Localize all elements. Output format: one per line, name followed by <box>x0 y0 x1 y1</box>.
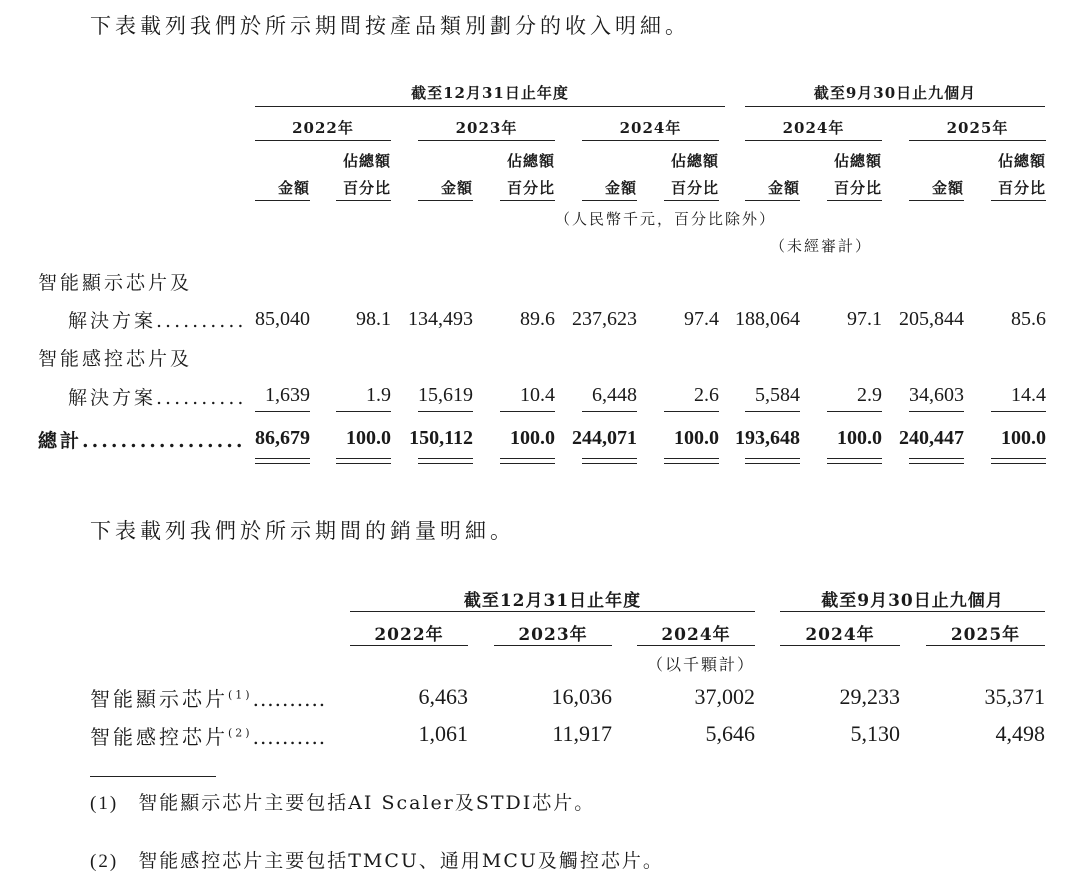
rule-subtotal <box>909 411 964 412</box>
total-amount: 150,112 <box>409 427 473 449</box>
rule-year <box>582 140 719 141</box>
rule-subtotal <box>255 411 310 412</box>
col-amount-header: 金額 <box>604 179 637 197</box>
cell-pct: 85.6 <box>1011 308 1046 330</box>
total-amount: 244,071 <box>572 427 637 449</box>
rule-year <box>926 645 1045 646</box>
total-label: 總計................. <box>38 430 246 452</box>
year-header: 2024年 <box>619 119 682 137</box>
year-header: 2025年 <box>946 119 1009 137</box>
year-header: 2025年 <box>950 625 1021 645</box>
rule-subtotal <box>827 411 882 412</box>
cell-amount: 134,493 <box>408 308 473 330</box>
rule-group-nine <box>780 611 1045 612</box>
footnote-text: 智能感控芯片主要包括TMCU、通用MCU及觸控芯片。 <box>138 850 664 872</box>
cell-volume: 37,002 <box>694 684 755 709</box>
rule-col <box>255 200 310 201</box>
footnote-ref: (2) <box>228 726 253 740</box>
col-pct-header: 佔總額 <box>342 152 391 170</box>
unaudited-note: （未經審計） <box>770 237 873 255</box>
rule-subtotal <box>418 411 473 412</box>
rule-group-nine <box>745 106 1045 107</box>
cell-volume: 5,646 <box>705 721 755 746</box>
cell-amount: 237,623 <box>572 308 637 330</box>
rule-subtotal <box>336 411 391 412</box>
footnote-number: (1) <box>90 793 119 814</box>
col-pct-header: 百分比 <box>833 179 882 197</box>
double-rule <box>827 458 882 464</box>
total-pct: 100.0 <box>346 427 391 449</box>
row-label: 智能顯示芯片及 <box>38 272 193 294</box>
leader-dots: .......... <box>252 687 327 711</box>
year-header: 2022年 <box>292 119 354 137</box>
cell-amount: 5,584 <box>755 384 800 406</box>
col-pct-header: 百分比 <box>997 179 1046 197</box>
total-amount: 240,447 <box>899 427 964 449</box>
cell-amount: 205,844 <box>899 308 964 330</box>
year-header: 2024年 <box>805 625 875 645</box>
cell-pct: 2.9 <box>857 384 882 406</box>
col-pct-header: 百分比 <box>506 179 555 197</box>
total-pct: 100.0 <box>1001 427 1046 449</box>
cell-amount: 1,639 <box>265 384 310 406</box>
double-rule <box>909 458 964 464</box>
cell-volume: 5,130 <box>850 721 900 746</box>
cell-pct: 10.4 <box>520 384 555 406</box>
year-header: 2024年 <box>661 625 731 645</box>
cell-amount: 6,448 <box>592 384 637 406</box>
rule-subtotal <box>664 411 719 412</box>
group-header-year: 截至12月31日止年度 <box>411 84 569 102</box>
col-pct-header: 百分比 <box>342 179 391 197</box>
cell-volume: 29,233 <box>839 684 900 709</box>
col-pct-header: 佔總額 <box>833 152 882 170</box>
rule-col <box>991 200 1046 201</box>
rule-year <box>418 140 555 141</box>
col-pct-header: 百分比 <box>670 179 719 197</box>
intro-sales-volume: 下表載列我們於所示期間的銷量明細。 <box>90 519 515 543</box>
year-header: 2024年 <box>782 119 845 137</box>
rule-subtotal <box>991 411 1046 412</box>
rule-col <box>418 200 473 201</box>
cell-pct: 89.6 <box>520 308 555 330</box>
leader-dots: .......... <box>252 725 327 749</box>
footnote-ref: (1) <box>228 688 253 702</box>
rule-col <box>909 200 964 201</box>
unit-note: （以千顆計） <box>646 655 755 674</box>
rule-subtotal <box>745 411 800 412</box>
cell-amount: 34,603 <box>909 384 964 406</box>
cell-volume: 35,371 <box>984 684 1045 709</box>
row-label <box>90 721 326 750</box>
col-pct-header: 佔總額 <box>670 152 719 170</box>
total-amount: 86,679 <box>255 427 310 449</box>
cell-pct: 97.1 <box>847 308 882 330</box>
cell-volume: 6,463 <box>418 684 468 709</box>
rule-year <box>780 645 900 646</box>
rule-col <box>500 200 555 201</box>
rule-col <box>827 200 882 201</box>
col-amount-header: 金額 <box>767 179 800 197</box>
rule-group-year <box>350 611 755 612</box>
double-rule <box>664 458 719 464</box>
rule-subtotal <box>582 411 637 412</box>
cell-amount: 85,040 <box>255 308 310 330</box>
rule-col <box>664 200 719 201</box>
year-header: 2023年 <box>518 625 588 645</box>
rule-year <box>494 645 612 646</box>
rule-col <box>336 200 391 201</box>
double-rule <box>255 458 310 464</box>
rule-year <box>909 140 1046 141</box>
rule-year <box>350 645 468 646</box>
double-rule <box>336 458 391 464</box>
group-header-year: 截至12月31日止年度 <box>463 591 642 611</box>
double-rule <box>745 458 800 464</box>
total-pct: 100.0 <box>510 427 555 449</box>
footnote-number: (2) <box>90 851 119 872</box>
rule-year <box>637 645 755 646</box>
cell-amount: 188,064 <box>735 308 800 330</box>
cell-volume: 4,498 <box>995 721 1045 746</box>
col-pct-header: 佔總額 <box>997 152 1046 170</box>
year-header: 2023年 <box>455 119 518 137</box>
rule-year <box>745 140 882 141</box>
col-amount-header: 金額 <box>440 179 473 197</box>
row-label <box>90 683 326 712</box>
row-label-text: 智能顯示芯片 <box>90 687 228 711</box>
rule-subtotal <box>500 411 555 412</box>
cell-pct: 97.4 <box>684 308 719 330</box>
rule-group-year <box>255 106 725 107</box>
total-pct: 100.0 <box>674 427 719 449</box>
year-header: 2022年 <box>374 625 444 645</box>
double-rule <box>991 458 1046 464</box>
rule-col <box>582 200 637 201</box>
total-amount: 193,648 <box>735 427 800 449</box>
cell-volume: 16,036 <box>551 684 612 709</box>
group-header-nine-months: 截至9月30日止九個月 <box>813 84 977 102</box>
group-header-nine-months: 截至9月30日止九個月 <box>821 591 1004 611</box>
rule-col <box>745 200 800 201</box>
cell-volume: 11,917 <box>552 721 612 746</box>
col-amount-header: 金額 <box>931 179 964 197</box>
row-label: 解決方案.......... <box>68 310 247 332</box>
footnote-text: 智能顯示芯片主要包括AI Scaler及STDI芯片。 <box>138 792 596 814</box>
total-pct: 100.0 <box>837 427 882 449</box>
col-amount-header: 金額 <box>277 179 310 197</box>
footnote-2 <box>90 846 664 873</box>
cell-pct: 14.4 <box>1011 384 1046 406</box>
cell-pct: 98.1 <box>356 308 391 330</box>
double-rule <box>500 458 555 464</box>
rule-year <box>255 140 391 141</box>
row-label-text: 智能感控芯片 <box>90 725 228 749</box>
cell-amount: 15,619 <box>418 384 473 406</box>
row-label: 解決方案.......... <box>68 387 247 409</box>
intro-revenue: 下表載列我們於所示期間按產品類別劃分的收入明細。 <box>90 14 690 38</box>
double-rule <box>418 458 473 464</box>
row-label: 智能感控芯片及 <box>38 348 193 370</box>
footnote-separator <box>90 776 216 777</box>
cell-volume: 1,061 <box>418 721 468 746</box>
cell-pct: 1.9 <box>366 384 391 406</box>
cell-pct: 2.6 <box>694 384 719 406</box>
unit-note: （人民幣千元，百分比除外） <box>555 210 777 228</box>
double-rule <box>582 458 637 464</box>
col-pct-header: 佔總額 <box>506 152 555 170</box>
footnote-1 <box>90 788 595 815</box>
